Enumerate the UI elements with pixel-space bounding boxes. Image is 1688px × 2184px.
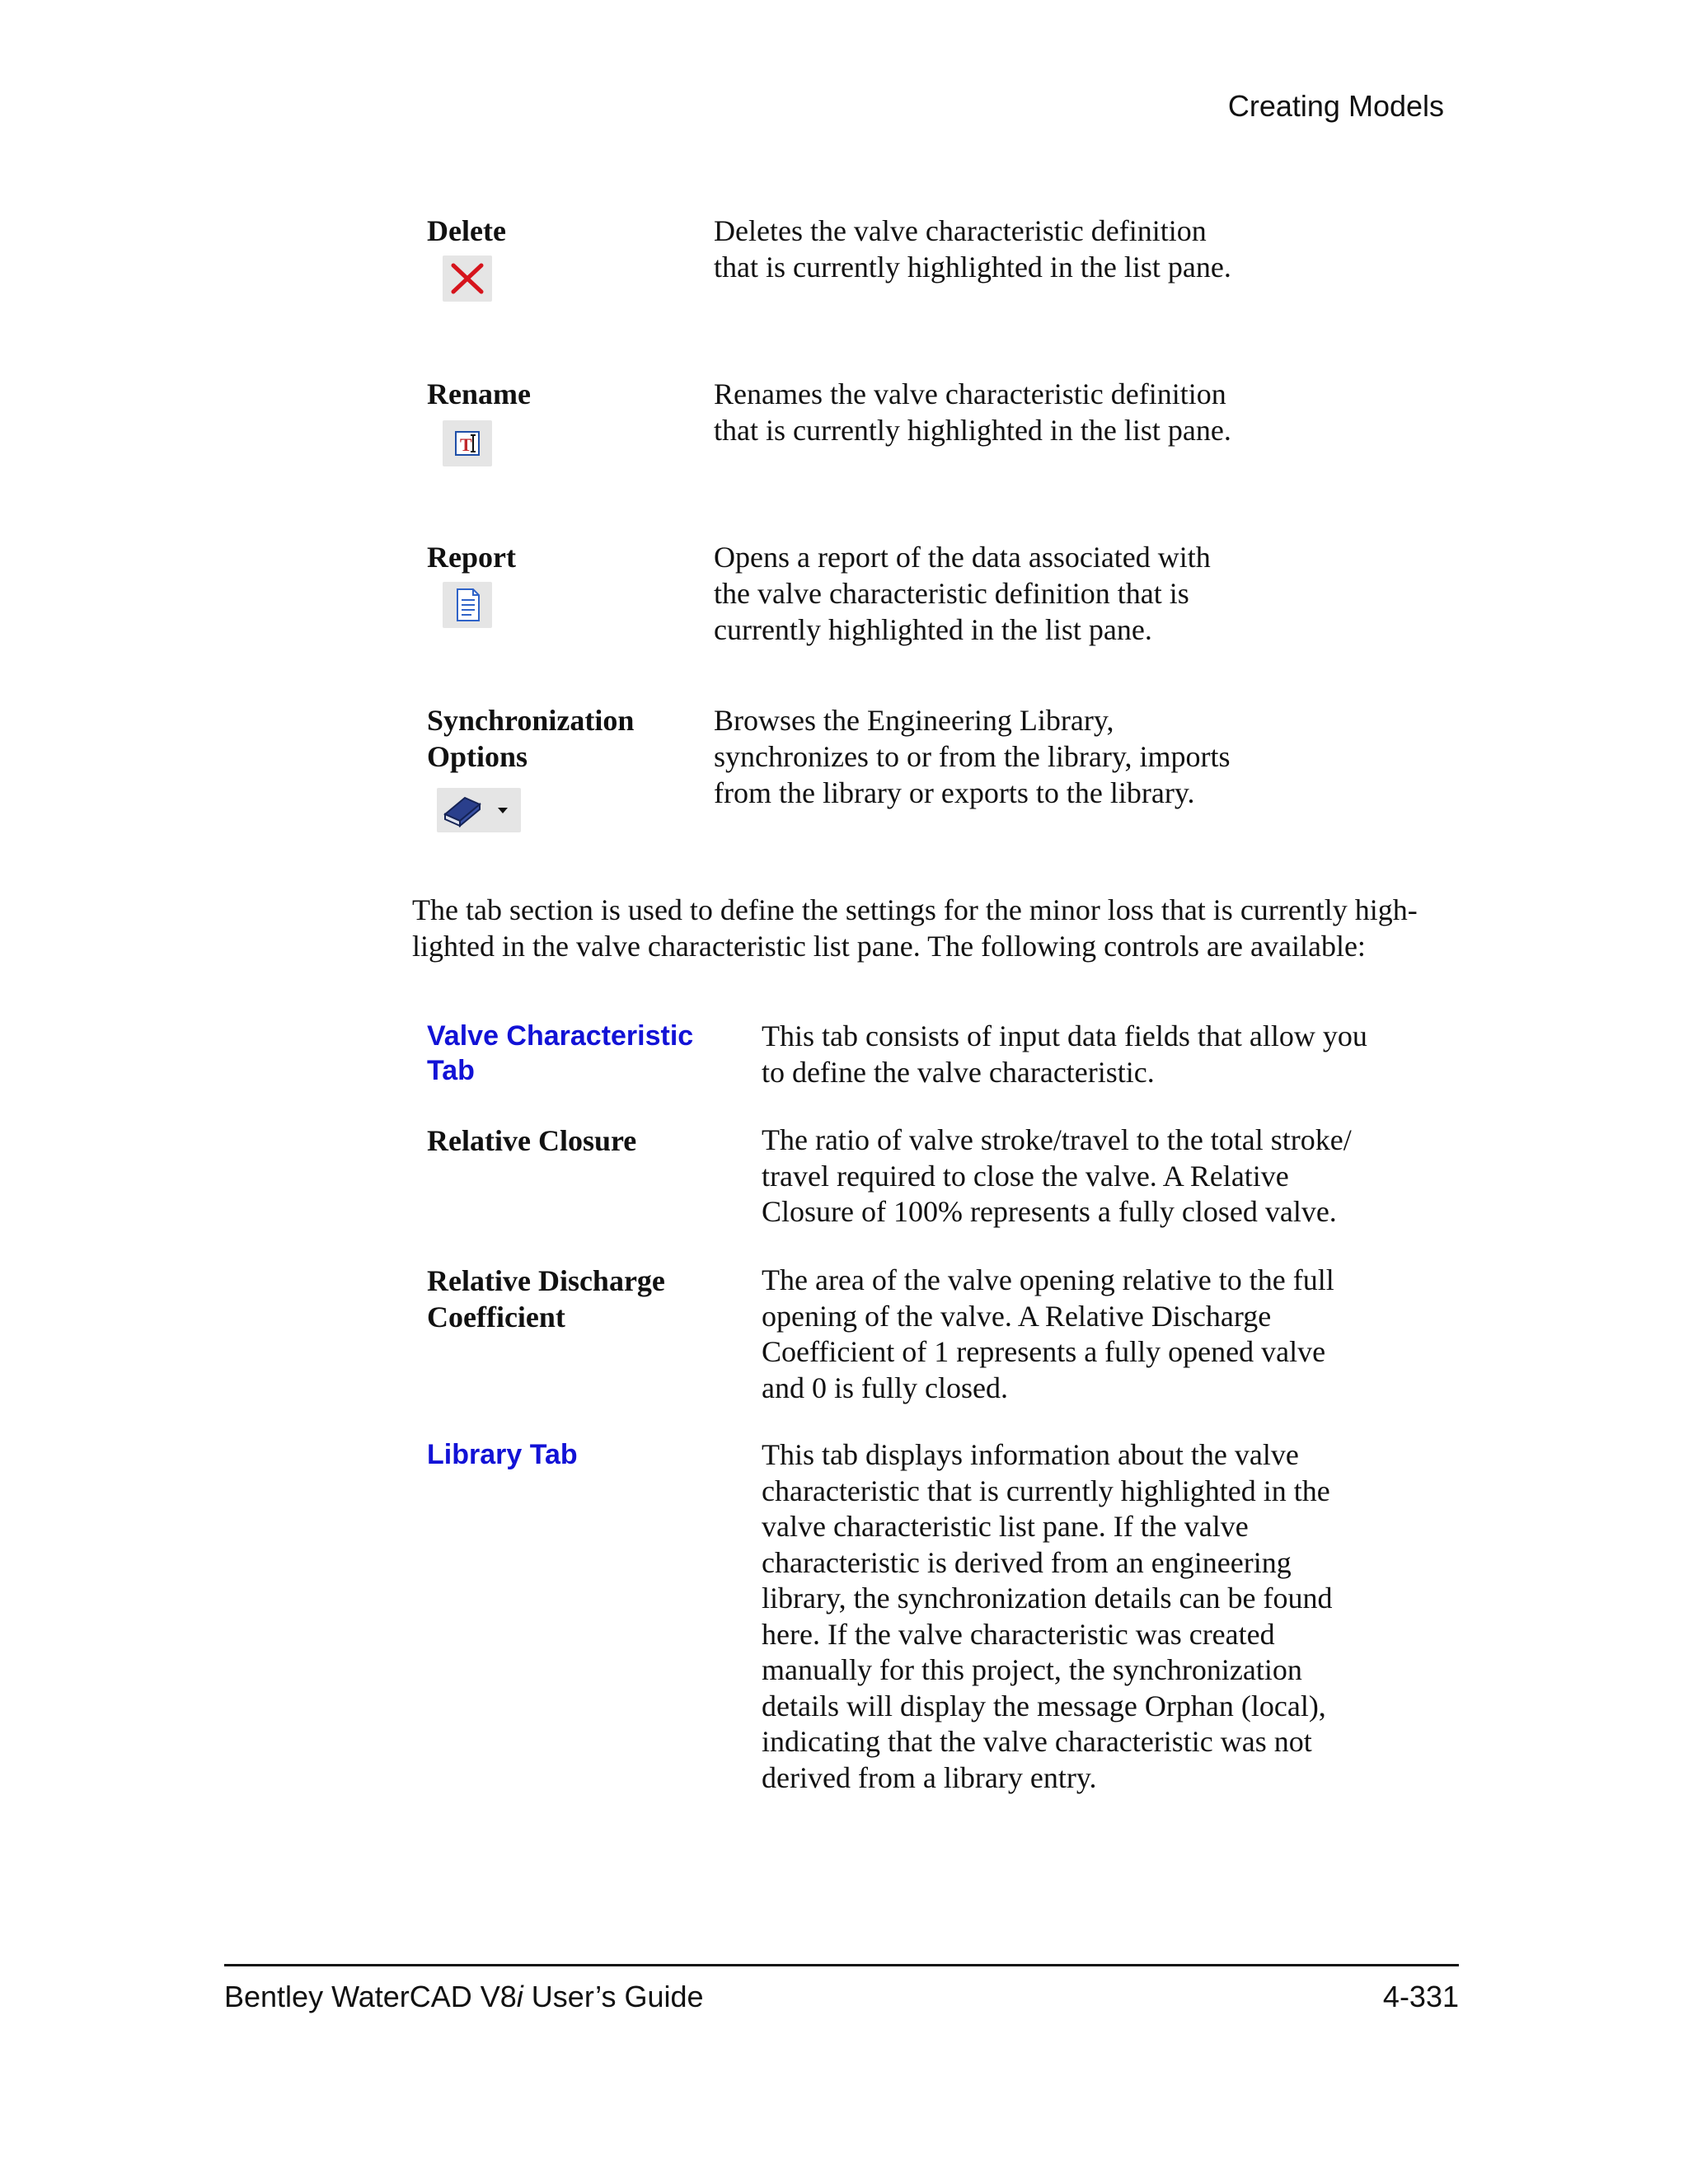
valve-characteristic-tab-link[interactable]: Valve Characteristic Tab: [427, 1020, 694, 1086]
valve-characteristic-tab-description: This tab consists of input data fields that allow you to define the valve characteristic.: [762, 1019, 1367, 1089]
relative-closure-description: The ratio of valve stroke/travel to the total stroke/ travel required to close the valve. A Relative Closure of 100% represents a fully closed valve.: [762, 1123, 1352, 1228]
page-number: 4-331: [1382, 1980, 1459, 2013]
relative-closure-label: Relative Closure: [427, 1124, 637, 1157]
delete-label: Delete: [427, 214, 506, 247]
library-book-dropdown-icon[interactable]: [437, 788, 521, 832]
report-description: Opens a report of the data associated with the valve characteristic definition that is currently highlighted in the list pane.: [714, 541, 1211, 646]
report-document-icon[interactable]: [443, 582, 492, 628]
report-label: Report: [427, 541, 516, 574]
footer-divider: [224, 1964, 1459, 1966]
running-header: Creating Models: [1227, 89, 1444, 123]
synchronization-options-description: Browses the Engineering Library, synchronizes to or from the library, imports from the library or exports to the library.: [714, 704, 1231, 809]
relative-discharge-coefficient-description: The area of the valve opening relative to the full opening of the valve. A Relative Discharge Coefficient of 1 represents a fully opened valve and 0 is fully closed.: [762, 1263, 1334, 1404]
delete-x-icon[interactable]: [443, 255, 492, 302]
svg-text:T: T: [460, 434, 472, 455]
library-tab-link[interactable]: Library Tab: [427, 1439, 578, 1470]
delete-description: Deletes the valve characteristic definition that is currently highlighted in the list pane.: [714, 214, 1231, 284]
rename-icon[interactable]: [443, 420, 492, 466]
rename-description: Renames the valve characteristic definition that is currently highlighted in the list pane.: [714, 377, 1231, 447]
footer-guide-title: Bentley WaterCAD V8i User’s Guide: [224, 1980, 704, 2013]
tab-section-paragraph: The tab section is used to define the settings for the minor loss that is currently high- lighted in the valve characteristic list pane. The following controls are available:: [412, 893, 1418, 963]
library-tab-description: This tab displays information about the valve characteristic that is currently highlighted in the valve characteristic list pane. If the valve characteristic is derived from an engineering library, the synchronization details can be found here. If the valve characteristic was created manually for this project, the synchronization details will display the message Orphan (local), indicating that the valve characteristic was not derived from a library entry.: [762, 1438, 1333, 1794]
rename-label: Rename: [427, 377, 531, 410]
relative-discharge-coefficient-label: Relative Discharge Coefficient: [427, 1264, 665, 1333]
synchronization-options-label: Synchronization Options: [427, 704, 635, 773]
